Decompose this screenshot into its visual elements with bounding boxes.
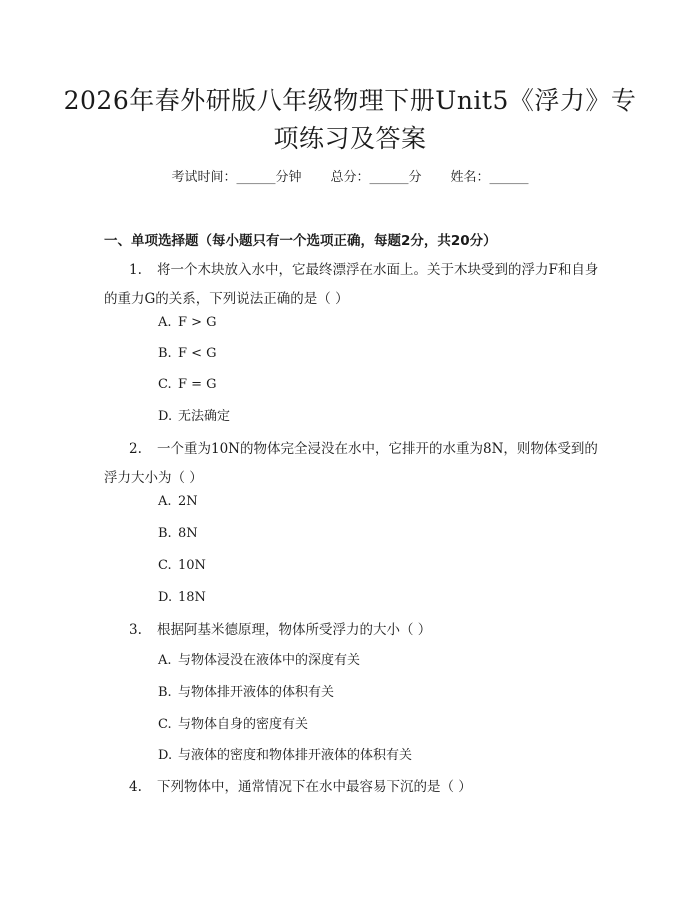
option-letter: A. (158, 653, 172, 668)
option-text: 10N (178, 558, 206, 573)
option-text: 与物体浸没在液体中的深度有关 (178, 653, 361, 668)
question-number: 2. (129, 441, 142, 457)
option-letter: D. (158, 409, 173, 424)
score-label: 总分： (330, 170, 370, 185)
option-letter: B. (158, 346, 172, 361)
question-3 (104, 616, 600, 645)
question-1 (104, 256, 600, 314)
question-text: 根据阿基米德原理，物体所受浮力的大小（ ） (157, 622, 432, 638)
question-text: 一个重为10N的物体完全浸没在水中，它排开的水重为8N，则物体受到的浮力大小为（ ） (104, 441, 598, 486)
option-letter: C. (158, 558, 172, 573)
option-text: 8N (178, 526, 198, 541)
question-1-option-b (158, 344, 217, 364)
option-letter: A. (158, 315, 172, 330)
option-text: 无法确定 (178, 409, 231, 424)
question-3-option-c (158, 715, 308, 735)
option-text: 与物体排开液体的体积有关 (178, 685, 335, 700)
time-label: 考试时间： (171, 170, 237, 185)
question-text: 将一个木块放入水中，它最终漂浮在水面上。关于木块受到的浮力F和自身的重力G的关系，下列说法正确的是（ ） (104, 262, 599, 307)
option-text: 18N (178, 590, 206, 605)
option-text: F > G (178, 315, 217, 330)
name-blank: ______ (489, 170, 529, 185)
option-letter: D. (158, 590, 173, 605)
name-label: 姓名： (450, 170, 490, 185)
question-2 (104, 435, 600, 493)
question-text: 下列物体中，通常情况下在水中最容易下沉的是（ ） (157, 779, 472, 795)
question-2-option-b (158, 524, 198, 544)
option-letter: C. (158, 717, 172, 732)
question-4 (104, 773, 600, 802)
question-2-option-d (158, 588, 206, 608)
option-text: F < G (178, 346, 217, 361)
time-blank: ______ (236, 170, 276, 185)
question-1-option-a (158, 313, 217, 333)
question-3-option-a (158, 651, 360, 671)
question-2-option-a (158, 492, 198, 512)
option-text: 与物体自身的密度有关 (178, 717, 309, 732)
question-3-option-b (158, 683, 334, 703)
option-letter: C. (158, 377, 172, 392)
option-text: 2N (178, 494, 198, 509)
section-heading: 一、单项选择题（每小题只有一个选项正确，每题2分，共20分） (104, 233, 497, 249)
score-unit: 分 (408, 170, 422, 185)
option-letter: D. (158, 748, 173, 763)
question-2-option-c (158, 556, 206, 576)
page-title: 2026年春外研版八年级物理下册Unit5《浮力》专项练习及答案 (63, 86, 637, 153)
question-number: 3. (129, 622, 142, 638)
time-unit: 分钟 (275, 170, 302, 185)
option-text: F = G (178, 377, 217, 392)
question-1-option-c (158, 375, 217, 395)
option-letter: B. (158, 685, 172, 700)
score-blank: ______ (369, 170, 409, 185)
option-text: 与液体的密度和物体排开液体的体积有关 (178, 748, 413, 763)
option-letter: B. (158, 526, 172, 541)
question-number: 1. (129, 262, 142, 278)
question-number: 4. (129, 779, 142, 795)
question-3-option-d (158, 746, 412, 766)
exam-info-line (0, 168, 700, 188)
option-letter: A. (158, 494, 172, 509)
question-1-option-d (158, 407, 230, 427)
